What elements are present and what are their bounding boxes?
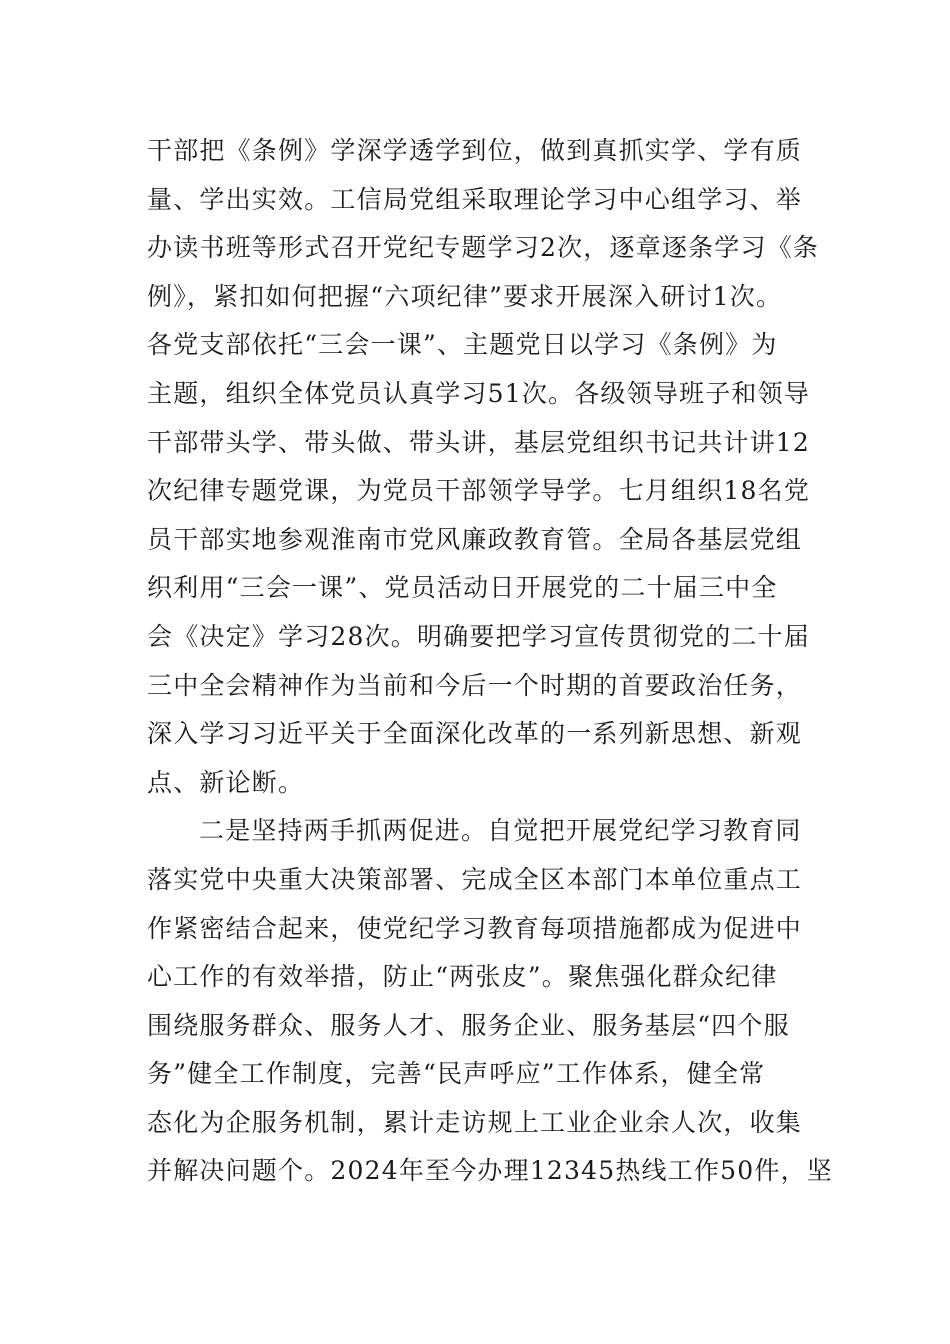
document-body [147, 127, 833, 1196]
text-line: 作紧密结合起来，使党纪学习教育每项措施都成为促进中 [147, 913, 803, 943]
text-line: 主题，组织全体党员认真学习51次。各级领导班子和领导 [147, 378, 811, 408]
paragraph-1 [147, 127, 820, 807]
text-line: 量、学出实效。工信局党组采取理论学习中心组学习、举 [147, 184, 803, 214]
text-line: 围绕服务群众、服务人才、服务企业、服务基层“四个服 [147, 1010, 790, 1040]
text-line: 会《决定》学习28次。明确要把学习宣传贯彻党的二十届 [147, 621, 811, 651]
text-line: 例》，紧扣如何把握“六项纪律”要求开展深入研讨1次。 [147, 281, 783, 311]
text-line: 织利用“三会一课”、党员活动日开展党的二十届三中全 [147, 573, 778, 603]
text-line: 深入学习习近平关于全面深化改革的一系列新思想、新观 [147, 719, 803, 749]
text-line: 点、新论断。 [147, 767, 305, 797]
text-line: 态化为企服务机制，累计走访规上工业企业余人次，收集 [147, 1107, 803, 1137]
text-line: 落实党中央重大决策部署、完成全区本部门本单位重点工 [147, 864, 803, 894]
text-line: 三中全会精神作为当前和今后一个时期的首要政治任务， [147, 670, 803, 700]
text-line: 并解决问题个。2024年至今办理12345热线工作50件，坚 [147, 1156, 833, 1186]
text-line: 员干部实地参观淮南市党风廉政教育管。全局各基层党组 [147, 524, 803, 554]
paragraph-2 [147, 807, 833, 1196]
text-line: 二是坚持两手抓两促进。自觉把开展党纪学习教育同 [199, 816, 802, 846]
text-line: 心工作的有效举措，防止“两张皮”。聚焦强化群众纪律 [147, 962, 778, 992]
text-line: 办读书班等形式召开党纪专题学习2次，逐章逐条学习《条 [147, 233, 820, 263]
text-line: 各党支部依托“三会一课”、主题党日以学习《条例》为 [147, 330, 778, 360]
text-line: 干部带头学、带头做、带头讲，基层党组织书记共计讲12 [147, 427, 811, 457]
text-line: 干部把《条例》学深学透学到位，做到真抓实学、学有质 [147, 136, 803, 165]
text-line: 务”健全工作制度，完善“民声呼应”工作体系，健全常 [147, 1059, 766, 1089]
text-line: 次纪律专题党课，为党员干部领学导学。七月组织18名党 [147, 476, 811, 506]
